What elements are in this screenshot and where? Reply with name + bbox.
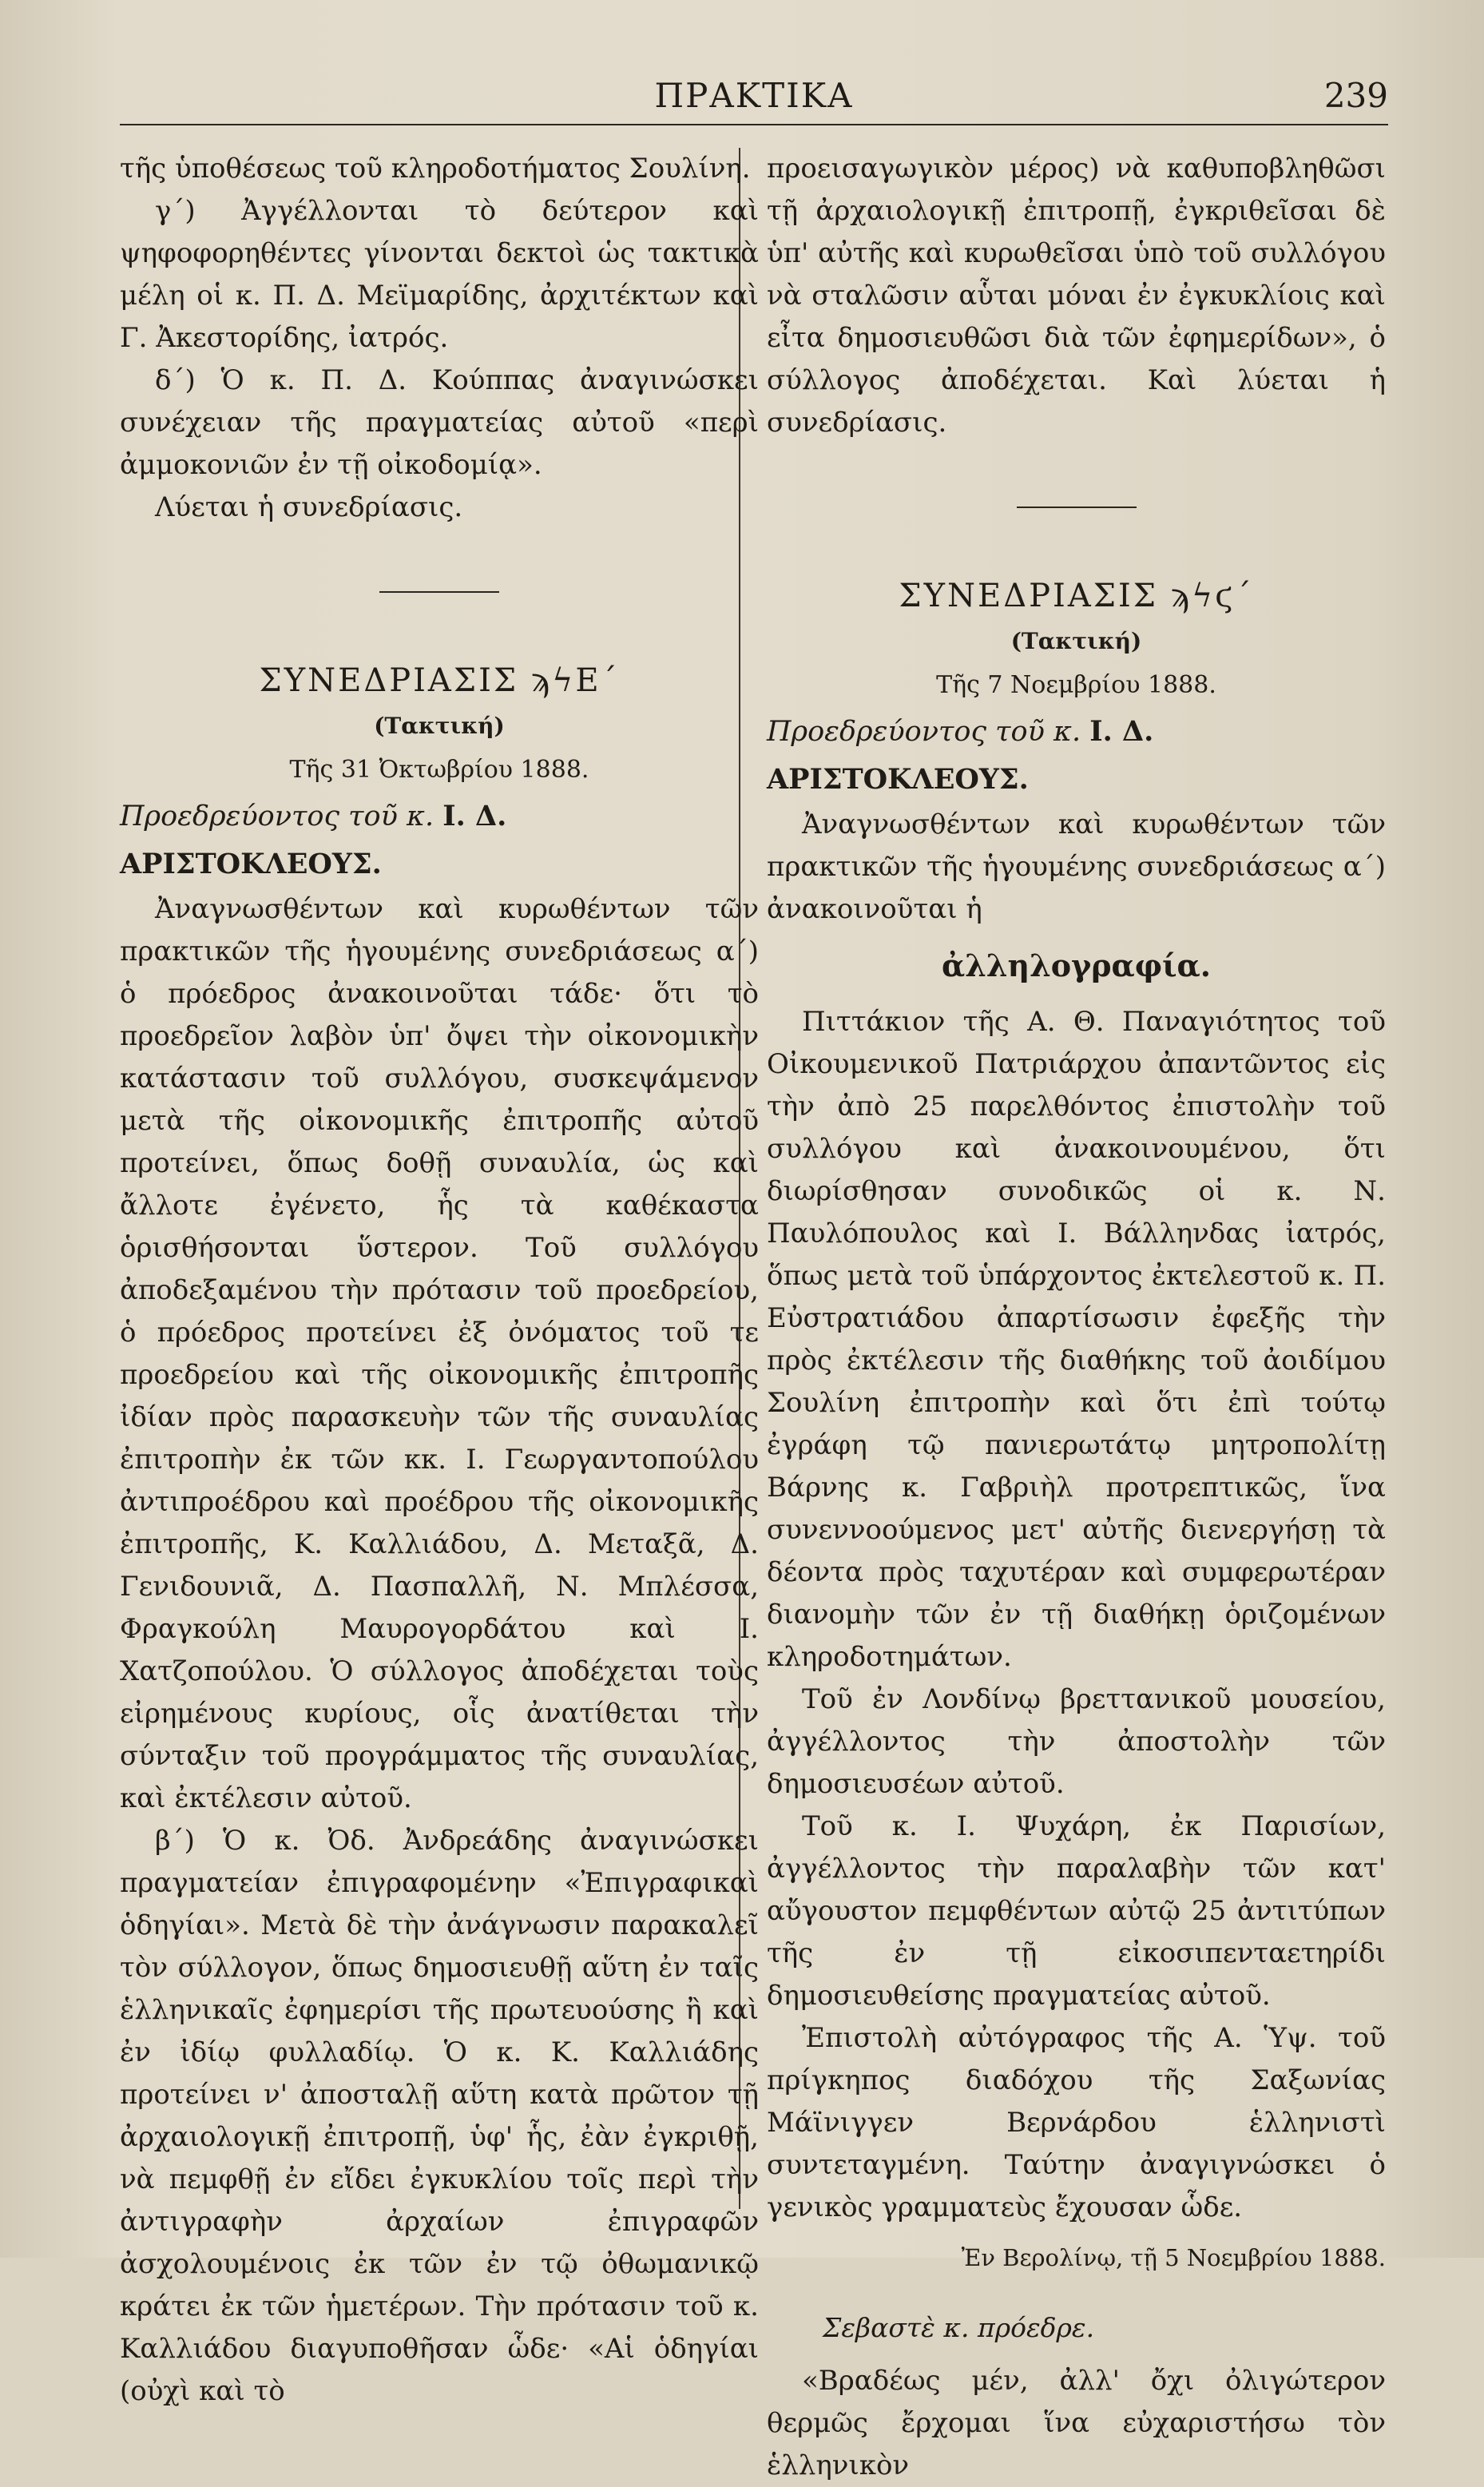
paragraph: γ΄) Ἀγγέλλονται τὸ δεύτερον καὶ ψηφοφορηθέντες γίνονται δεκτοὶ ὡς τακτικὰ μέλη οἱ κ. Π. Δ. Μεϊμαρίδης, ἀρχιτέκτων καὶ Γ. Ἀκεστορίδης, ἰατρός.: [120, 195, 759, 354]
paragraph: Ἀναγνωσθέντων καὶ κυρωθέντων τῶν πρακτικῶν τῆς ἡγουμένης συνεδριάσεως α΄) ἀνακοινοῦται ἡ: [767, 808, 1386, 925]
paragraph: «Βραδέως μέν, ἀλλ' ὄχι ὀλιγώτερον θερμῶς ἔρχομαι ἵνα εὐχαριστήσω τὸν ἑλληνικὸν: [767, 2365, 1386, 2481]
correspondence-heading: ἀλληλογραφία.: [942, 948, 1211, 983]
session-kind: (Τακτική): [374, 713, 505, 739]
section-divider: [379, 591, 499, 593]
paragraph: Τοῦ ἐν Λονδίνῳ βρεττανικοῦ μουσείου, ἀγγέλλοντος τὴν ἀποστολὴν τῶν δημοσιευσέων αὐτοῦ.: [767, 1683, 1386, 1800]
session-kind: (Τακτική): [1010, 628, 1142, 654]
session-title: ΣΥΝΕΔΡΙΑΣΙΣ ϡϟΕ΄: [259, 662, 620, 699]
running-title: ΠΡΑΚΤΙΚΑ: [654, 76, 854, 115]
paragraph: Ἐπιστολὴ αὐτόγραφος τῆς Α. Ὑψ. τοῦ πρίγκηπος διαδόχου τῆς Σαξωνίας Μάϊνιγγεν Βερνάρδου ἑλληνιστὶ συντεταγμένη. Ταύτην ἀναγιγνώσκει ὁ γενικὸς γραμματεὺς ἔχουσαν ὧδε.: [767, 2022, 1386, 2223]
section-divider: [1017, 507, 1137, 508]
right-column: [767, 148, 1386, 2487]
paragraph: δ΄) Ὁ κ. Π. Δ. Κούππας ἀναγινώσκει συνέχειαν τῆς πραγματείας αὐτοῦ «περὶ ἀμμοκονιῶν ἐν τῇ οἰκοδομίᾳ».: [120, 364, 759, 481]
paragraph: Τοῦ κ. Ι. Ψυχάρη, ἐκ Παρισίων, ἀγγέλλοντος τὴν παραλαβὴν τῶν κατ' αὔγουστον πεμφθέντων αὐτῷ 25 ἀντιτύπων τῆς ἐν τῇ εἰκοσιπενταετηρίδι δημοσιευθείσης πραγματείας αὐτοῦ.: [767, 1810, 1386, 2012]
paragraph: Ἀναγνωσθέντων καὶ κυρωθέντων τῶν πρακτικῶν τῆς ἡγουμένης συνεδριάσεως α΄) ὁ πρόεδρος ἀνακοινοῦται τάδε· ὅτι τὸ προεδρεῖον λαβὸν ὑπ' ὄψει τὴν οἰκονομικὴν κατάστασιν τοῦ συλλόγου, συσκεψάμενον μετὰ τῆς οἰκονομικῆς ἐπιτροπῆς αὐτοῦ προτείνει, ὅπως δοθῇ συναυλία, ὡς καὶ ἄλλοτε ἐγένετο, ἧς τὰ καθέκαστα ὁρισθήσονται ὕστερον. Τοῦ συλλόγου ἀποδεξαμένου τὴν πρότασιν τοῦ προεδρείου, ὁ πρόεδρος προτείνει ἐξ ὀνόματος τοῦ τε προεδρείου καὶ τῆς οἰκονομικῆς ἐπιτροπῆς ἰδίαν πρὸς παρασκευὴν τῶν τῆς συναυλίας ἐπιτροπὴν ἐκ τῶν κκ. Ι. Γεωργαντοπούλου ἀντιπροέδρου καὶ προέδρου τῆς οἰκονομικῆς ἐπιτροπῆς, Κ. Καλλιάδου, Δ. Μεταξᾶ, Δ. Γενιδουνιᾶ, Δ. Πασπαλλῆ, Ν. Μπλέσσα, Φραγκούλη Μαυρογορδάτου καὶ Ι. Χατζοπούλου. Ὁ σύλλογος ἀποδέχεται τοὺς εἰρημένους κυρίους, οἷς ἀνατίθεται τὴν σύνταξιν τοῦ προγράμματος τῆς συναυλίας, καὶ ἐκτέλεσιν αὐτοῦ.: [120, 893, 759, 1814]
presidency-prefix: Προεδρεύοντος τοῦ κ.: [120, 801, 434, 832]
letter-dateline: Ἐν Βερολίνῳ, τῇ 5 Νοεμβρίου 1888.: [961, 2244, 1386, 2271]
paragraph: προεισαγωγικὸν μέρος) νὰ καθυποβληθῶσι τῇ ἀρχαιολογικῇ ἐπιτροπῇ, ἐγκριθεῖσαι δὲ ὑπ' αὐτῆς καὶ κυρωθεῖσαι ὑπὸ τοῦ συλλόγου νὰ σταλῶσιν αὗται μόναι ἐν ἐγκυκλίοις καὶ εἶτα δημοσιευθῶσι διὰ τῶν ἐφημερίδων», ὁ σύλλογος ἀποδέχεται. Καὶ λύεται ἡ συνεδρίασις.: [767, 153, 1386, 439]
paragraph: τῆς ὑποθέσεως τοῦ κληροδοτήματος Σουλίνη.: [120, 153, 751, 185]
president-name: Ι. Δ. ΑΡΙΣΤΟΚΛΕΟΥΣ.: [767, 715, 1154, 796]
letter-salutation: Σεβαστὲ κ. πρόεδρε.: [823, 2312, 1095, 2343]
presidency-line: [767, 708, 1386, 804]
page-number: 239: [1323, 76, 1388, 115]
session-date: Τῆς 7 Νοεμβρίου 1888.: [936, 671, 1216, 699]
paragraph: Λύεται ἡ συνεδρίασις.: [155, 491, 463, 523]
presidency-prefix: Προεδρεύοντος τοῦ κ.: [767, 716, 1081, 748]
left-column: [120, 148, 759, 2413]
running-header: [120, 76, 1388, 125]
paragraph: Πιττάκιον τῆς Α. Θ. Παναγιότητος τοῦ Οἰκουμενικοῦ Πατριάρχου ἀπαντῶντος εἰς τὴν ἀπὸ 25 παρελθόντος ἐπιστολὴν τοῦ συλλόγου καὶ ἀνακοινουμένου, ὅτι διωρίσθησαν συνοδικῶς οἱ κ. Ν. Παυλόπουλος καὶ Ι. Βάλληνδας ἰατρός, ὅπως μετὰ τοῦ ὑπάρχοντος ἐκτελεστοῦ κ. Π. Εὐστρατιάδου ἀπαρτίσωσιν ἐφεξῆς τὴν πρὸς ἐκτέλεσιν τῆς διαθήκης τοῦ ἀοιδίμου Σουλίνη ἐπιτροπὴν καὶ ὅτι ἐπὶ τούτῳ ἐγράφη τῷ πανιερωτάτῳ μητροπολίτῃ Βάρνης κ. Γαβριὴλ προτρεπτικῶς, ἵνα συνεννοούμενος μετ' αὐτῆς διενεργήσῃ τὰ δέοντα πρὸς ταχυτέραν καὶ συμφερωτέραν διανομὴν τῶν ἐν τῇ διαθήκῃ ὁριζομένων κληροδοτημάτων.: [767, 1006, 1386, 1673]
president-name: Ι. Δ. ΑΡΙΣΤΟΚΛΕΟΥΣ.: [120, 800, 507, 880]
session-date: Τῆς 31 Ὀκτωβρίου 1888.: [289, 756, 589, 784]
presidency-line: [120, 793, 759, 888]
session-title: ΣΥΝΕΔΡΙΑΣΙΣ ϡϟϛ΄: [899, 578, 1254, 614]
paragraph: β΄) Ὁ κ. Ὀδ. Ἀνδρεάδης ἀναγινώσκει πραγματείαν ἐπιγραφομένην «Ἐπιγραφικαὶ ὁδηγίαι». Μετὰ δὲ τὴν ἀνάγνωσιν παρακαλεῖ τὸν σύλλογον, ὅπως δημοσιευθῇ αὕτη ἐν ταῖς ἑλληνικαῖς ἐφημερίσι τῆς πρωτευούσης ἢ καὶ ἐν ἰδίῳ φυλλαδίῳ. Ὁ κ. Κ. Καλλιάδης προτείνει ν' ἀποσταλῇ αὕτη κατὰ πρῶτον τῇ ἀρχαιολογικῇ ἐπιτροπῇ, ὑφ' ἧς, ἐὰν ἐγκριθῇ, νὰ πεμφθῇ ἐν εἴδει ἐγκυκλίου τοῖς περὶ τὴν ἀντιγραφὴν ἀρχαίων ἐπιγραφῶν ἀσχολουμένοις ἐκ τῶν ἐν τῷ ὀθωμανικῷ κράτει ἐκ τῶν ἡμετέρων. Τὴν πρότασιν τοῦ κ. Καλλιάδου διαγυποθῆσαν ὧδε· «Αἱ ὁδηγίαι (οὐχὶ καὶ τὸ: [120, 1825, 759, 2407]
